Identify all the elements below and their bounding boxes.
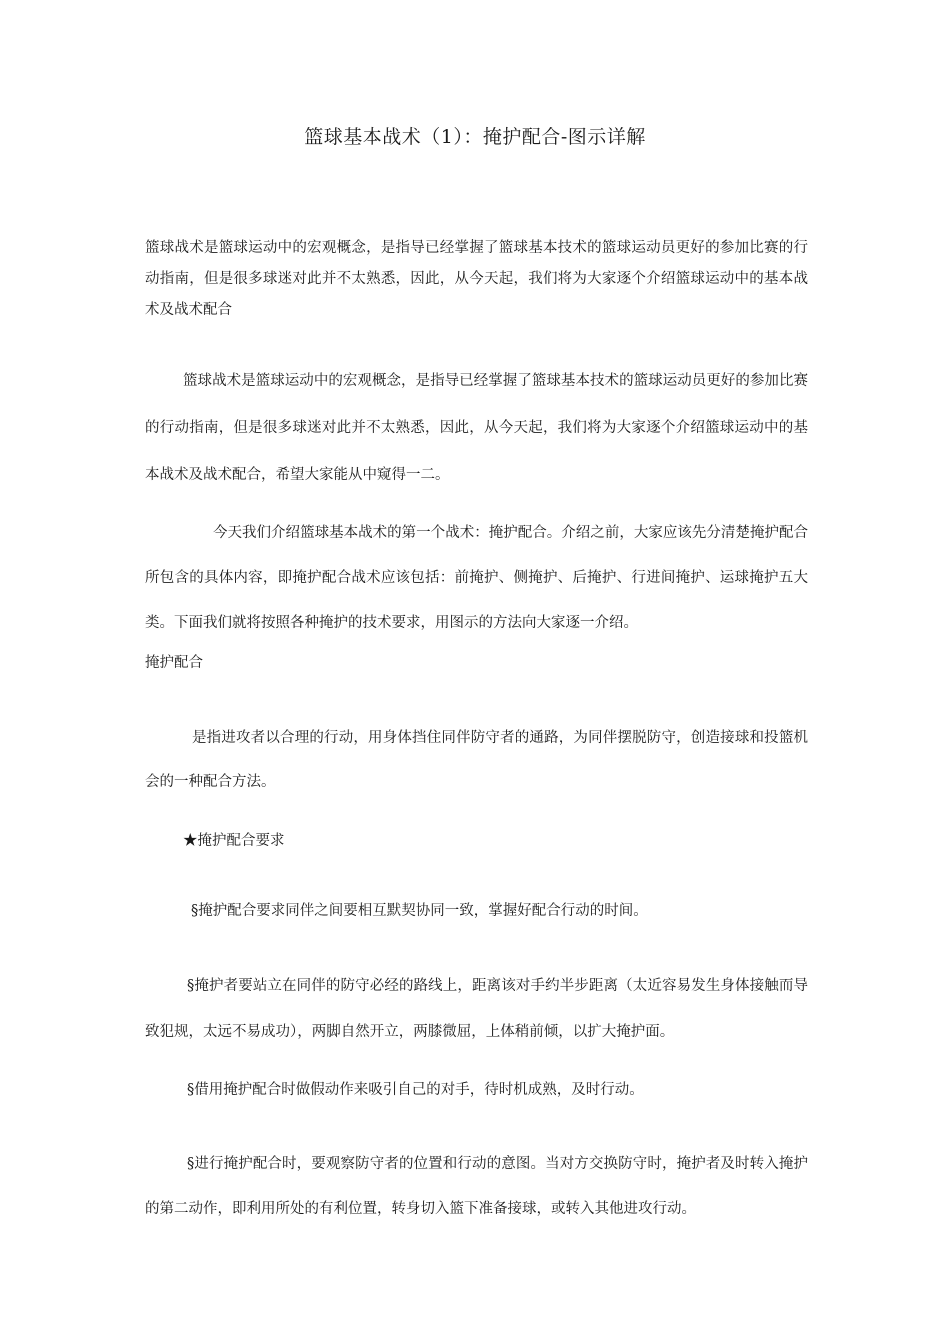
requirement-item: §掩护者要站立在同伴的防守必经的路线上，距离该对手约半步距离（太近容易发生身体接触而导致犯规，太远不易成功），两脚自然开立，两膝微屈，上体稍前倾，以扩大掩护面。 [145, 978, 808, 1040]
definition-paragraph: 是指进攻者以合理的行动，用身体挡住同伴防守者的通路，为同伴摆脱防守，创造接球和投篮机会的一种配合方法。 [145, 730, 808, 790]
requirement-item: §掩护配合要求同伴之间要相互默契协同一致，掌握好配合行动的时间。 [191, 903, 648, 919]
repeat-paragraph: 篮球战术是篮球运动中的宏观概念，是指导已经掌握了篮球基本技术的篮球运动员更好的参加比赛的行动指南，但是很多球迷对此并不太熟悉，因此，从今天起，我们将为大家逐个介绍篮球运动中的基本战术及战术配合，希望大家能从中窥得一二。 [145, 373, 808, 483]
section-heading: 掩护配合 [145, 655, 203, 671]
intro-paragraph: 篮球战术是篮球运动中的宏观概念，是指导已经掌握了篮球基本技术的篮球运动员更好的参加比赛的行动指南，但是很多球迷对此并不太熟悉，因此，从今天起，我们将为大家逐个介绍篮球运动中的基本战术及战术配合 [145, 240, 808, 318]
today-paragraph: 今天我们介绍篮球基本战术的第一个战术：掩护配合。介绍之前，大家应该先分清楚掩护配合所包含的具体内容，即掩护配合战术应该包括：前掩护、侧掩护、后掩护、行进间掩护、运球掩护五大类。下面我们就将按照各种掩护的技术要求，用图示的方法向大家逐一介绍。 [145, 525, 808, 631]
page-title: 篮球基本战术（1）：掩护配合-图示详解 [304, 126, 646, 148]
requirement-item: §进行掩护配合时，要观察防守者的位置和行动的意图。当对方交换防守时，掩护者及时转入掩护的第二动作，即利用所处的有利位置，转身切入篮下准备接球，或转入其他进攻行动。 [145, 1156, 808, 1217]
requirements-heading: ★掩护配合要求 [183, 833, 285, 849]
requirement-item: §借用掩护配合时做假动作来吸引自己的对手，待时机成熟，及时行动。 [187, 1082, 644, 1098]
